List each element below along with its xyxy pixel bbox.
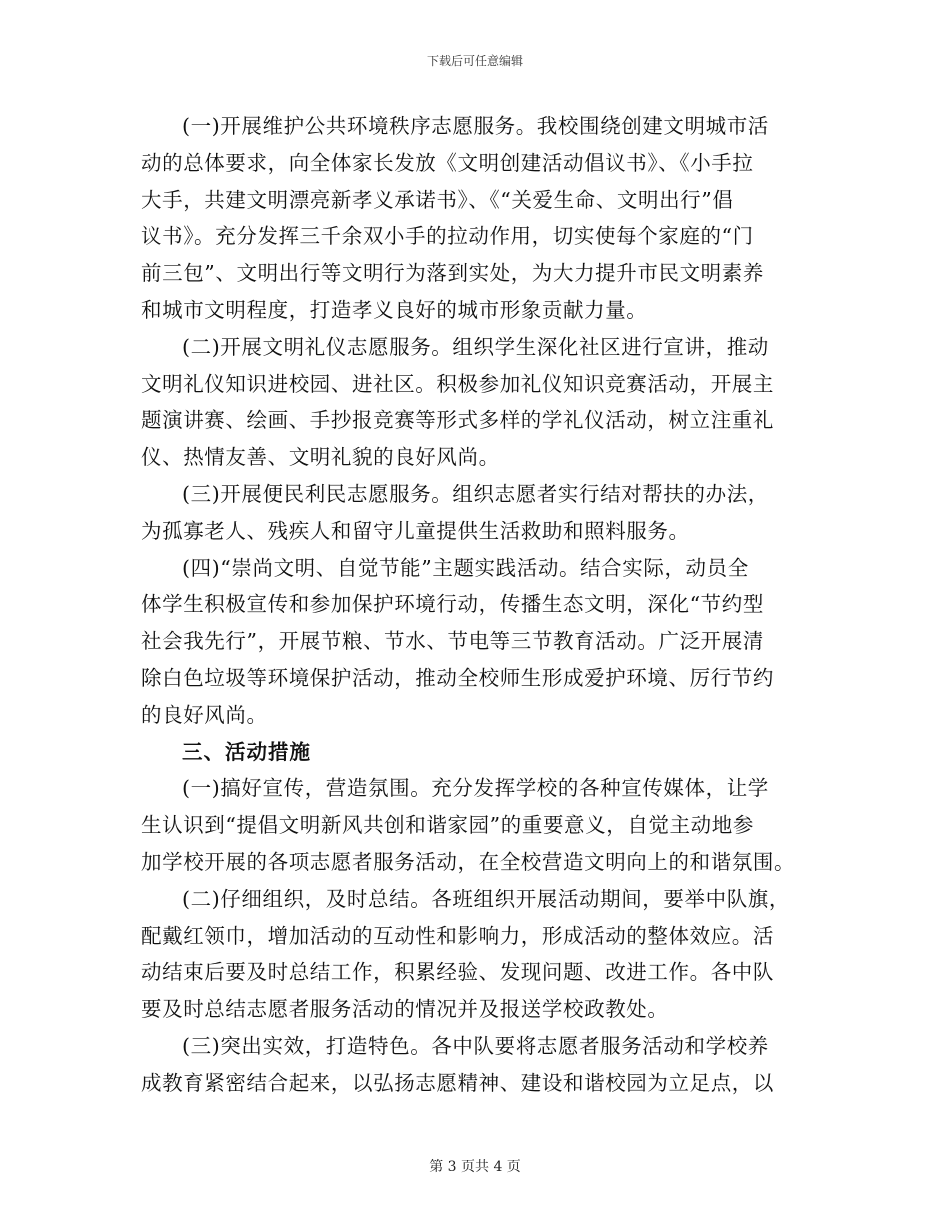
paragraph-organization: (二)仔细组织，及时总结。各班组织开展活动期间，要举中队旗， 配戴红领巾，增加活动的互动性和影响力，形成活动的整体效应。活 动结束后要及时总结工作，积累经验、发现问题、改进工作。各中队 要及时总结志愿者服务活动的情况并及报送学校政教处。 [141,886,790,1022]
paragraph-public-service: (三)开展便民利民志愿服务。组织志愿者实行结对帮扶的办法， 为孤寡老人、残疾人和留守儿童提供生活救助和照料服务。 [141,481,769,543]
paragraph-publicity: (一)搞好宣传，营造氛围。充分发挥学校的各种宣传媒体，让学 生认识到“提倡文明新风共创和谐家园”的重要意义，自觉主动地参 加学校开展的各项志愿者服务活动，在全校营造文明向上的和谐氛围。 [141,776,796,874]
paragraph-public-environment: (一)开展维护公共环境秩序志愿服务。我校围绕创建文明城市活 动的总体要求，向全体家长发放《文明创建活动倡议书》、《小手拉 大手，共建文明漂亮新孝义承诺书》、《“关爱生命、文明出行”倡 议书》。充分发挥三千余双小手的拉动作用，切实使每个家庭的“门 前三包”、文明出行等文明行为落到实处，为大力提升市民文明素养 和城市文明程度，打造孝义良好的城市形象贡献力量。 [141,114,769,322]
document-body [141,108,801,1102]
page-header-note: 下载后可任意编辑 [426,54,523,68]
paragraph-etiquette: (二)开展文明礼仪志愿服务。组织学生深化社区进行宣讲，推动 文明礼仪知识进校园、进社区。积极参加礼仪知识竞赛活动，开展主 题演讲赛、绘画、手抄报竞赛等形式多样的学礼仪活动，树立注重礼 仪、热情友善、文明礼貌的良好风尚。 [141,334,774,470]
section-heading-measures: 三、活动措施 [182,739,311,764]
paragraph-energy-saving: (四)“崇尚文明、自觉节能”主题实践活动。结合实际，动员全 体学生积极宣传和参加保护环境行动，传播生态文明，深化“节约型 社会我先行”，开展节粮、节水、节电等三节教育活动。广泛开展清 除白色垃圾等环境保护活动，推动全校师生形成爱护环境、厉行节约 的良好风尚。 [141,555,774,727]
paragraph-effectiveness: (三)突出实效，打造特色。各中队要将志愿者服务活动和学校养 成教育紧密结合起来，以弘扬志愿精神、建设和谐校园为立足点，以 [141,1033,774,1095]
page-number: 第 3 页共 4 页 [429,1159,521,1175]
